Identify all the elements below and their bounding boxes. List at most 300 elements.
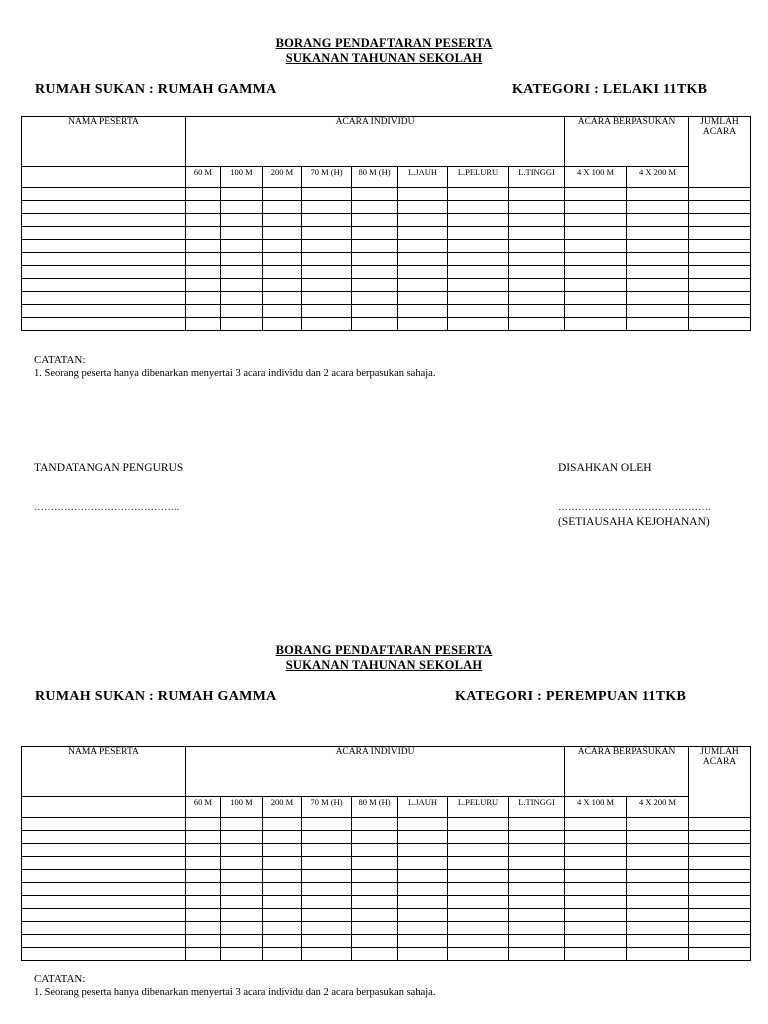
- entry-cell[interactable]: [352, 292, 398, 305]
- entry-cell[interactable]: [22, 818, 186, 831]
- entry-cell[interactable]: [352, 896, 398, 909]
- entry-cell[interactable]: [221, 279, 263, 292]
- entry-cell[interactable]: [627, 305, 689, 318]
- entry-cell[interactable]: [565, 279, 627, 292]
- entry-cell[interactable]: [509, 201, 565, 214]
- event-header: 60 M: [186, 167, 221, 188]
- entry-cell[interactable]: [22, 909, 186, 922]
- entry-cell[interactable]: [221, 831, 263, 844]
- approved-by-label: DISAHKAN OLEH: [558, 462, 652, 474]
- entry-cell[interactable]: [448, 870, 509, 883]
- entry-cell[interactable]: [448, 844, 509, 857]
- entry-cell[interactable]: [221, 896, 263, 909]
- header-acara-berpasukan: ACARA BERPASUKAN: [565, 117, 689, 167]
- entry-cell[interactable]: [689, 922, 751, 935]
- entry-cell[interactable]: [398, 305, 448, 318]
- entry-cell[interactable]: [352, 922, 398, 935]
- entry-cell[interactable]: [565, 214, 627, 227]
- entry-cell[interactable]: [509, 292, 565, 305]
- entry-cell[interactable]: [302, 279, 352, 292]
- entry-cell[interactable]: [565, 831, 627, 844]
- entry-cell[interactable]: [627, 831, 689, 844]
- table-row: [22, 266, 751, 279]
- entry-cell[interactable]: [398, 909, 448, 922]
- entry-cell[interactable]: [186, 857, 221, 870]
- entry-cell[interactable]: [627, 201, 689, 214]
- entry-cell[interactable]: [22, 870, 186, 883]
- entry-cell[interactable]: [22, 305, 186, 318]
- entry-cell[interactable]: [302, 266, 352, 279]
- form-title: BORANG PENDAFTARAN PESERTA: [275, 643, 493, 657]
- entry-cell[interactable]: [263, 831, 302, 844]
- entry-cell[interactable]: [509, 870, 565, 883]
- entry-cell[interactable]: [509, 948, 565, 961]
- entry-cell[interactable]: [186, 948, 221, 961]
- entry-cell[interactable]: [221, 305, 263, 318]
- entry-cell[interactable]: [448, 922, 509, 935]
- sports-house-label: RUMAH SUKAN : RUMAH GAMMA: [35, 82, 277, 97]
- entry-cell[interactable]: [509, 214, 565, 227]
- entry-cell[interactable]: [221, 188, 263, 201]
- entry-cell[interactable]: [689, 883, 751, 896]
- entry-cell[interactable]: [186, 292, 221, 305]
- entry-cell[interactable]: [352, 188, 398, 201]
- entry-cell[interactable]: [221, 844, 263, 857]
- manager-signature-label: TANDATANGAN PENGURUS: [34, 462, 184, 474]
- entry-cell[interactable]: [186, 935, 221, 948]
- entry-cell[interactable]: [263, 922, 302, 935]
- entry-cell[interactable]: [689, 818, 751, 831]
- entry-cell[interactable]: [186, 214, 221, 227]
- event-header: 100 M: [221, 167, 263, 188]
- entry-cell[interactable]: [398, 948, 448, 961]
- entry-cell[interactable]: [509, 883, 565, 896]
- entry-cell[interactable]: [565, 201, 627, 214]
- entry-cell[interactable]: [352, 279, 398, 292]
- entry-cell[interactable]: [302, 227, 352, 240]
- entry-cell[interactable]: [352, 844, 398, 857]
- entry-cell[interactable]: [565, 935, 627, 948]
- entry-cell[interactable]: [22, 896, 186, 909]
- entry-cell[interactable]: [689, 253, 751, 266]
- entry-cell[interactable]: [689, 279, 751, 292]
- entry-cell[interactable]: [398, 818, 448, 831]
- entry-cell[interactable]: [221, 948, 263, 961]
- entry-cell[interactable]: [689, 857, 751, 870]
- entry-cell[interactable]: [627, 266, 689, 279]
- entry-cell[interactable]: [302, 870, 352, 883]
- entry-cell[interactable]: [22, 227, 186, 240]
- table-row: [22, 227, 751, 240]
- entry-cell[interactable]: [565, 240, 627, 253]
- entry-cell[interactable]: [398, 279, 448, 292]
- entry-cell[interactable]: [302, 318, 352, 331]
- entry-cell[interactable]: [352, 857, 398, 870]
- entry-cell[interactable]: [352, 883, 398, 896]
- entry-cell[interactable]: [22, 201, 186, 214]
- entry-cell[interactable]: [509, 240, 565, 253]
- entry-cell[interactable]: [221, 935, 263, 948]
- entry-cell[interactable]: [302, 240, 352, 253]
- entry-cell[interactable]: [263, 305, 302, 318]
- entry-cell[interactable]: [221, 253, 263, 266]
- entry-cell[interactable]: [448, 909, 509, 922]
- entry-cell[interactable]: [186, 909, 221, 922]
- entry-cell[interactable]: [22, 253, 186, 266]
- entry-cell[interactable]: [302, 818, 352, 831]
- entry-cell[interactable]: [263, 935, 302, 948]
- entry-cell[interactable]: [221, 227, 263, 240]
- entry-cell[interactable]: [565, 922, 627, 935]
- entry-cell[interactable]: [565, 844, 627, 857]
- entry-cell[interactable]: [448, 857, 509, 870]
- entry-cell[interactable]: [448, 214, 509, 227]
- entry-cell[interactable]: [509, 318, 565, 331]
- entry-cell[interactable]: [22, 948, 186, 961]
- entry-cell[interactable]: [398, 292, 448, 305]
- entry-cell[interactable]: [689, 188, 751, 201]
- entry-cell[interactable]: [352, 948, 398, 961]
- entry-cell[interactable]: [398, 896, 448, 909]
- notes: [34, 973, 435, 999]
- entry-cell[interactable]: [263, 948, 302, 961]
- event-header: 60 M: [186, 797, 221, 818]
- entry-cell[interactable]: [627, 318, 689, 331]
- category-label: KATEGORI : LELAKI 11TKB: [512, 82, 708, 97]
- entry-cell[interactable]: [186, 201, 221, 214]
- entry-cell[interactable]: [627, 279, 689, 292]
- entry-cell[interactable]: [689, 305, 751, 318]
- entry-cell[interactable]: [398, 922, 448, 935]
- entry-cell[interactable]: [221, 870, 263, 883]
- entry-cell[interactable]: [565, 870, 627, 883]
- entry-cell[interactable]: [352, 909, 398, 922]
- entry-cell[interactable]: [689, 318, 751, 331]
- entry-cell[interactable]: [186, 227, 221, 240]
- entry-cell[interactable]: [186, 318, 221, 331]
- entry-cell[interactable]: [689, 909, 751, 922]
- entry-cell[interactable]: [186, 831, 221, 844]
- signature-line-right: ……………………………………….: [558, 502, 711, 513]
- entry-cell[interactable]: [22, 883, 186, 896]
- entry-cell[interactable]: [509, 279, 565, 292]
- entry-cell[interactable]: [398, 318, 448, 331]
- entry-cell[interactable]: [627, 227, 689, 240]
- entry-cell[interactable]: [689, 948, 751, 961]
- entry-cell[interactable]: [22, 318, 186, 331]
- entry-cell[interactable]: [689, 214, 751, 227]
- entry-cell[interactable]: [263, 870, 302, 883]
- entry-cell[interactable]: [627, 214, 689, 227]
- entry-cell[interactable]: [448, 292, 509, 305]
- entry-cell[interactable]: [302, 201, 352, 214]
- entry-cell[interactable]: [565, 318, 627, 331]
- entry-cell[interactable]: [263, 214, 302, 227]
- table-row: [22, 818, 751, 831]
- entry-cell[interactable]: [186, 870, 221, 883]
- entry-cell[interactable]: [186, 883, 221, 896]
- entry-cell[interactable]: [448, 201, 509, 214]
- registration-form-male: [0, 36, 768, 528]
- entry-cell[interactable]: [186, 188, 221, 201]
- entry-cell[interactable]: [263, 844, 302, 857]
- entry-cell[interactable]: [352, 870, 398, 883]
- entry-cell[interactable]: [448, 253, 509, 266]
- entry-cell[interactable]: [448, 883, 509, 896]
- entry-cell[interactable]: [22, 240, 186, 253]
- event-header: 100 M: [221, 797, 263, 818]
- entry-cell[interactable]: [565, 253, 627, 266]
- entry-cell[interactable]: [263, 857, 302, 870]
- entry-cell[interactable]: [221, 214, 263, 227]
- entry-cell[interactable]: [263, 266, 302, 279]
- entry-cell[interactable]: [302, 305, 352, 318]
- entry-cell[interactable]: [221, 318, 263, 331]
- entry-cell[interactable]: [448, 240, 509, 253]
- table-row: [22, 922, 751, 935]
- entry-cell[interactable]: [263, 883, 302, 896]
- entry-cell[interactable]: [627, 857, 689, 870]
- entry-cell[interactable]: [263, 279, 302, 292]
- entry-cell[interactable]: [627, 292, 689, 305]
- entry-cell[interactable]: [565, 883, 627, 896]
- entry-cell[interactable]: [352, 201, 398, 214]
- entry-cell[interactable]: [689, 935, 751, 948]
- entry-cell[interactable]: [22, 831, 186, 844]
- entry-cell[interactable]: [689, 240, 751, 253]
- entry-cell[interactable]: [565, 909, 627, 922]
- entry-cell[interactable]: [186, 922, 221, 935]
- entry-cell[interactable]: [263, 188, 302, 201]
- entry-cell[interactable]: [263, 201, 302, 214]
- entry-cell[interactable]: [302, 292, 352, 305]
- entry-cell[interactable]: [186, 896, 221, 909]
- entry-cell[interactable]: [689, 831, 751, 844]
- table-row: [22, 844, 751, 857]
- entry-cell[interactable]: [352, 253, 398, 266]
- entry-cell[interactable]: [352, 305, 398, 318]
- entry-cell[interactable]: [509, 896, 565, 909]
- entry-cell[interactable]: [186, 818, 221, 831]
- entry-cell[interactable]: [448, 305, 509, 318]
- table-row: [22, 883, 751, 896]
- entry-cell[interactable]: [263, 227, 302, 240]
- entry-cell[interactable]: [352, 831, 398, 844]
- entry-cell[interactable]: [627, 883, 689, 896]
- registration-form-female: [0, 643, 768, 998]
- entry-cell[interactable]: [221, 909, 263, 922]
- entry-cell[interactable]: [221, 857, 263, 870]
- entry-cell[interactable]: [627, 253, 689, 266]
- entry-cell[interactable]: [398, 201, 448, 214]
- notes-heading: CATATAN:: [34, 354, 86, 366]
- entry-cell[interactable]: [302, 922, 352, 935]
- entry-cell[interactable]: [627, 188, 689, 201]
- entry-cell[interactable]: [565, 227, 627, 240]
- entry-cell[interactable]: [221, 266, 263, 279]
- entry-cell[interactable]: [448, 948, 509, 961]
- entry-cell[interactable]: [221, 201, 263, 214]
- entry-cell[interactable]: [565, 292, 627, 305]
- header-acara-individu: ACARA INDIVIDU: [186, 117, 565, 167]
- entry-cell[interactable]: [186, 266, 221, 279]
- entry-cell[interactable]: [22, 935, 186, 948]
- entry-cell[interactable]: [302, 844, 352, 857]
- entry-cell[interactable]: [509, 818, 565, 831]
- entry-cell[interactable]: [22, 922, 186, 935]
- entry-cell[interactable]: [302, 214, 352, 227]
- entry-cell[interactable]: [565, 818, 627, 831]
- entry-cell[interactable]: [565, 896, 627, 909]
- entry-cell[interactable]: [352, 935, 398, 948]
- entry-cell[interactable]: [352, 240, 398, 253]
- entry-cell[interactable]: [689, 896, 751, 909]
- entry-cell[interactable]: [22, 214, 186, 227]
- entry-cell[interactable]: [22, 266, 186, 279]
- entry-cell[interactable]: [509, 831, 565, 844]
- entry-cell[interactable]: [565, 266, 627, 279]
- entry-cell[interactable]: [509, 227, 565, 240]
- entry-cell[interactable]: [689, 266, 751, 279]
- entry-cell[interactable]: [302, 935, 352, 948]
- entry-cell[interactable]: [448, 831, 509, 844]
- entry-cell[interactable]: [448, 266, 509, 279]
- entry-cell[interactable]: [448, 227, 509, 240]
- entry-cell[interactable]: [186, 305, 221, 318]
- entry-cell[interactable]: [398, 935, 448, 948]
- form-subtitle: SUKANAN TAHUNAN SEKOLAH: [285, 51, 483, 65]
- event-header: L.JAUH: [398, 167, 448, 188]
- entry-cell[interactable]: [448, 279, 509, 292]
- entry-cell[interactable]: [263, 292, 302, 305]
- entry-cell[interactable]: [352, 318, 398, 331]
- entry-cell[interactable]: [263, 240, 302, 253]
- entry-cell[interactable]: [398, 227, 448, 240]
- entry-cell[interactable]: [509, 844, 565, 857]
- entry-cell[interactable]: [627, 935, 689, 948]
- signature-line-left: ……………………………………..: [34, 502, 179, 513]
- entry-cell[interactable]: [22, 844, 186, 857]
- entry-cell[interactable]: [352, 214, 398, 227]
- entry-cell[interactable]: [565, 188, 627, 201]
- table-row: [22, 201, 751, 214]
- entry-cell[interactable]: [627, 922, 689, 935]
- entry-cell[interactable]: [565, 305, 627, 318]
- entry-cell[interactable]: [398, 253, 448, 266]
- entry-cell[interactable]: [22, 279, 186, 292]
- entry-cell[interactable]: [448, 935, 509, 948]
- entry-cell[interactable]: [302, 896, 352, 909]
- entry-cell[interactable]: [186, 279, 221, 292]
- event-header: L.PELURU: [448, 797, 509, 818]
- entry-cell[interactable]: [627, 948, 689, 961]
- entry-cell[interactable]: [509, 922, 565, 935]
- entry-cell[interactable]: [302, 188, 352, 201]
- entry-cell[interactable]: [398, 831, 448, 844]
- entry-cell[interactable]: [302, 857, 352, 870]
- entry-cell[interactable]: [398, 266, 448, 279]
- entry-cell[interactable]: [302, 948, 352, 961]
- table-row: [22, 305, 751, 318]
- entry-cell[interactable]: [448, 818, 509, 831]
- entry-cell[interactable]: [352, 818, 398, 831]
- entry-cell[interactable]: [689, 844, 751, 857]
- entry-cell[interactable]: [352, 227, 398, 240]
- entry-cell[interactable]: [689, 292, 751, 305]
- entry-cell[interactable]: [689, 870, 751, 883]
- header-nama-peserta: NAMA PESERTA: [22, 117, 186, 167]
- entry-cell[interactable]: [221, 883, 263, 896]
- table-row: [22, 948, 751, 961]
- entry-cell[interactable]: [221, 818, 263, 831]
- entry-cell[interactable]: [302, 909, 352, 922]
- entry-cell[interactable]: [398, 188, 448, 201]
- entry-cell[interactable]: [627, 844, 689, 857]
- entry-cell[interactable]: [22, 188, 186, 201]
- header-jumlah-acara: JUMLAH ACARA: [689, 117, 751, 188]
- entry-cell[interactable]: [263, 253, 302, 266]
- entry-cell[interactable]: [398, 857, 448, 870]
- entry-cell[interactable]: [509, 857, 565, 870]
- entry-cell[interactable]: [627, 896, 689, 909]
- entry-cell[interactable]: [627, 870, 689, 883]
- entry-cell[interactable]: [689, 201, 751, 214]
- entry-cell[interactable]: [221, 292, 263, 305]
- registration-table: [21, 116, 751, 331]
- entry-cell[interactable]: [302, 883, 352, 896]
- entry-cell[interactable]: [186, 844, 221, 857]
- notes-line: 1. Seorang peserta hanya dibenarkan menyertai 3 acara individu dan 2 acara berpasukan sahaja.: [34, 987, 436, 998]
- entry-cell[interactable]: [448, 896, 509, 909]
- entry-cell[interactable]: [263, 818, 302, 831]
- entry-cell[interactable]: [186, 240, 221, 253]
- entry-cell[interactable]: [221, 922, 263, 935]
- entry-cell[interactable]: [448, 188, 509, 201]
- entry-cell[interactable]: [565, 948, 627, 961]
- entry-cell[interactable]: [509, 188, 565, 201]
- entry-cell[interactable]: [302, 253, 352, 266]
- entry-cell[interactable]: [509, 305, 565, 318]
- entry-cell[interactable]: [509, 253, 565, 266]
- entry-cell[interactable]: [263, 318, 302, 331]
- entry-cell[interactable]: [448, 318, 509, 331]
- entry-cell[interactable]: [186, 253, 221, 266]
- entry-cell[interactable]: [398, 240, 448, 253]
- entry-cell[interactable]: [627, 909, 689, 922]
- notes: [34, 354, 435, 380]
- entry-cell[interactable]: [263, 909, 302, 922]
- entry-cell[interactable]: [627, 240, 689, 253]
- entry-cell[interactable]: [398, 883, 448, 896]
- entry-cell[interactable]: [398, 214, 448, 227]
- entry-cell[interactable]: [689, 227, 751, 240]
- entry-cell[interactable]: [509, 909, 565, 922]
- entry-cell[interactable]: [22, 857, 186, 870]
- entry-cell[interactable]: [352, 266, 398, 279]
- team-event-header: 4 X 200 M: [627, 797, 689, 818]
- entry-cell[interactable]: [22, 292, 186, 305]
- entry-cell[interactable]: [221, 240, 263, 253]
- entry-cell[interactable]: [509, 935, 565, 948]
- entry-cell[interactable]: [627, 818, 689, 831]
- entry-cell[interactable]: [565, 857, 627, 870]
- entry-cell[interactable]: [263, 896, 302, 909]
- entry-rows: [22, 818, 751, 961]
- entry-cell[interactable]: [398, 844, 448, 857]
- entry-cell[interactable]: [398, 870, 448, 883]
- entry-cell[interactable]: [302, 831, 352, 844]
- entry-cell[interactable]: [509, 266, 565, 279]
